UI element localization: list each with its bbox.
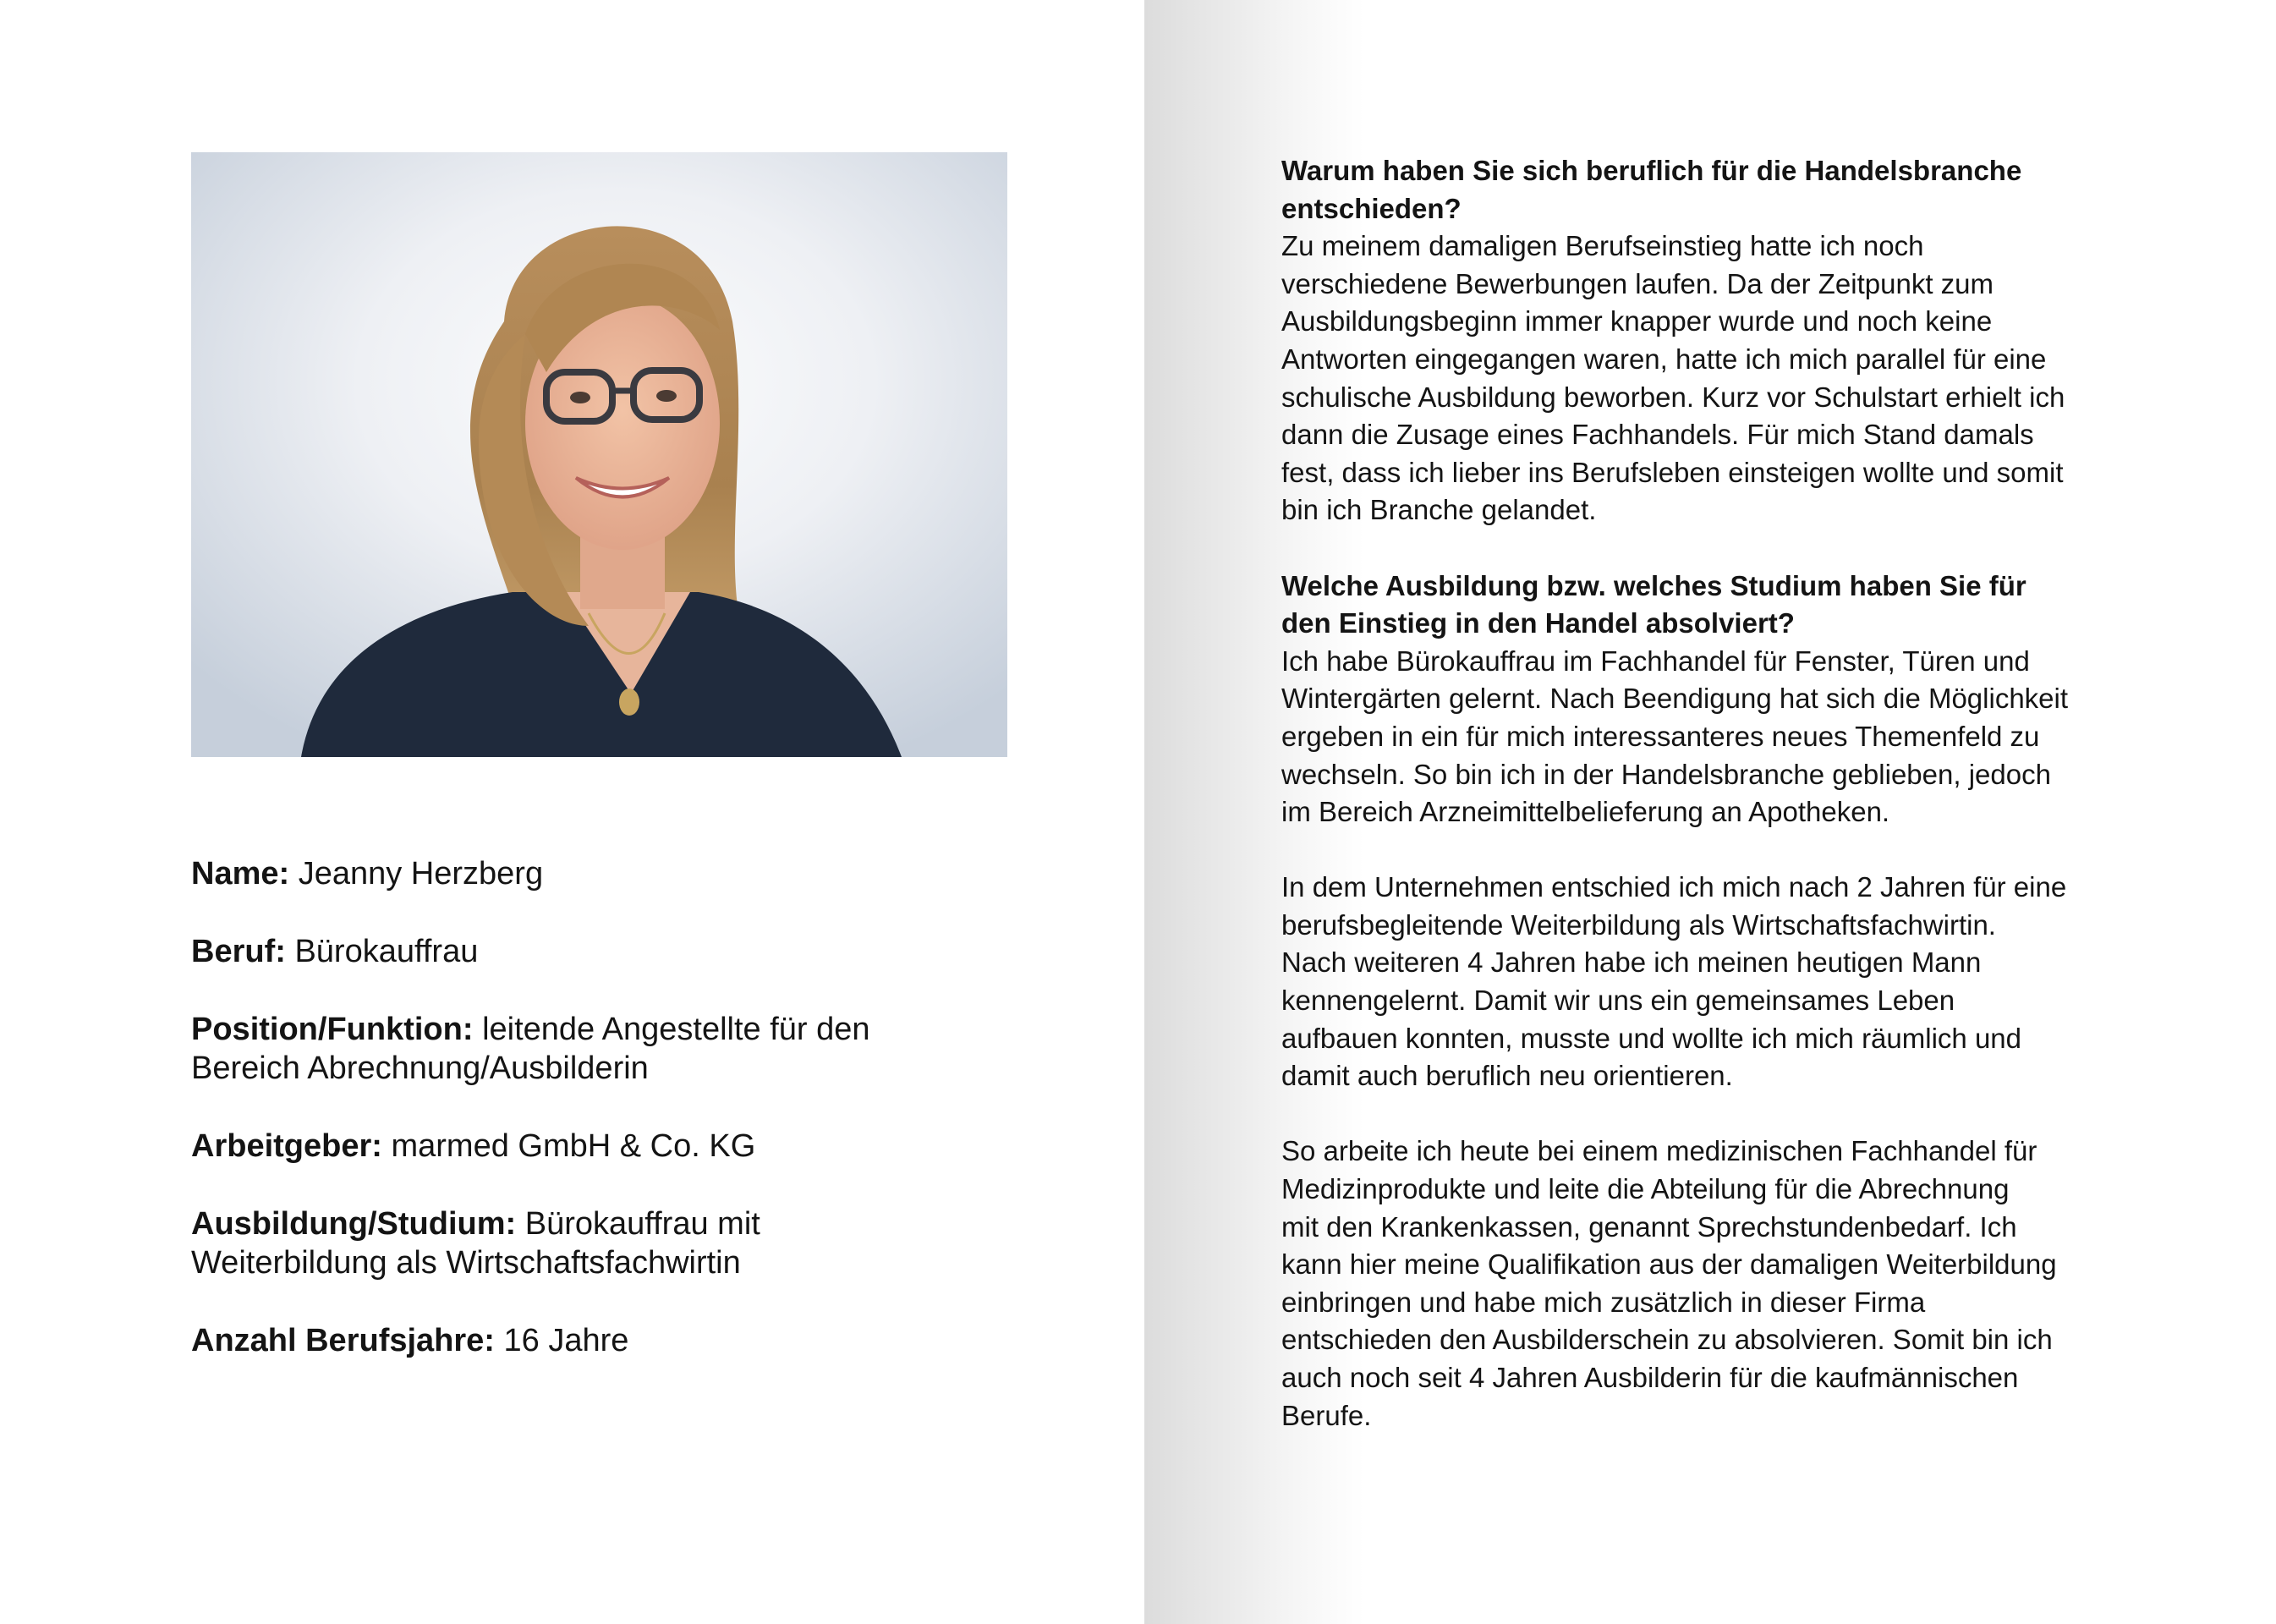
profile-facts	[191, 854, 1037, 1399]
answer-4-line: Medizinprodukte und leite die Abteilung für die Abrechnung	[1281, 1173, 2010, 1205]
paragraph-gap	[1281, 831, 2127, 870]
answer-4-line: So arbeite ich heute bei einem medizinischen Fachhandel für	[1281, 1135, 2037, 1167]
answer-4-line: entschieden den Ausbilderschein zu absolvieren. Somit bin ich	[1281, 1324, 2053, 1356]
fact-name	[191, 854, 1037, 893]
fact-name-value: Jeanny Herzberg	[298, 856, 544, 892]
question-2	[1281, 568, 2127, 643]
answer-1	[1281, 228, 2127, 529]
right-page	[1144, 0, 2276, 1624]
question-2-line2: den Einstieg in den Handel absolviert?	[1281, 607, 1795, 639]
fact-position	[191, 1010, 1037, 1088]
answer-3-line: aufbauen konnten, musste und wollte ich mich räumlich und	[1281, 1022, 2021, 1054]
fact-berufsjahre-label: Anzahl Berufsjahre:	[191, 1323, 495, 1358]
answer-1-line: fest, dass ich lieber ins Berufsleben einsteigen wollte und somit	[1281, 456, 2064, 488]
answer-4-line: einbringen und habe mich zusätzlich in dieser Firma	[1281, 1286, 1926, 1318]
answer-3-line: In dem Unternehmen entschied ich mich nach 2 Jahren für eine	[1281, 871, 2067, 903]
answer-2-line: im Bereich Arzneimittelbelieferung an Apotheken.	[1281, 796, 1890, 828]
answer-3-line: damit auch beruflich neu orientieren.	[1281, 1060, 1733, 1092]
fact-ausbildung-label: Ausbildung/Studium:	[191, 1206, 517, 1242]
answer-1-line: Antworten eingegangen waren, hatte ich mich parallel für eine	[1281, 343, 2047, 375]
answer-3	[1281, 869, 2127, 1095]
fact-position-label: Position/Funktion:	[191, 1012, 474, 1047]
fact-ausbildung-value-line2: Weiterbildung als Wirtschaftsfachwirtin	[191, 1245, 741, 1281]
answer-2-line: Ich habe Bürokauffrau im Fachhandel für Fenster, Türen und	[1281, 645, 2030, 677]
answer-4-line: auch noch seit 4 Jahren Ausbilderin für die kaufmännischen	[1281, 1362, 2019, 1393]
paragraph-gap	[1281, 1095, 2127, 1133]
answer-2-line: ergeben in ein für mich interessanteres neues Themenfeld zu	[1281, 720, 2040, 752]
answer-1-line: schulische Ausbildung beworben. Kurz vor Schulstart erhielt ich	[1281, 381, 2065, 413]
answer-1-line: Ausbildungsbeginn immer knapper wurde und noch keine	[1281, 305, 1993, 337]
fact-berufsjahre	[191, 1321, 1037, 1360]
answer-1-line: dann die Zusage eines Fachhandels. Für mich Stand damals	[1281, 419, 2034, 451]
fact-berufsjahre-value: 16 Jahre	[503, 1323, 629, 1358]
fact-position-value-line2: Bereich Abrechnung/Ausbilderin	[191, 1051, 649, 1086]
fact-beruf-value: Bürokauffrau	[294, 934, 479, 969]
answer-2-line: wechseln. So bin ich in der Handelsbranche geblieben, jedoch	[1281, 758, 2051, 790]
paragraph-gap	[1281, 529, 2127, 568]
answer-4-line: Berufe.	[1281, 1399, 1372, 1431]
fact-beruf-label: Beruf:	[191, 934, 286, 969]
fact-arbeitgeber-label: Arbeitgeber:	[191, 1128, 382, 1164]
portrait-photo	[191, 152, 1007, 757]
fact-arbeitgeber	[191, 1127, 1037, 1166]
answer-3-line: berufsbegleitende Weiterbildung als Wirtschaftsfachwirtin.	[1281, 908, 1996, 941]
question-1-line1: Warum haben Sie sich beruflich für die Handelsbranche	[1281, 155, 2022, 186]
answer-2	[1281, 643, 2127, 831]
answer-3-line: Nach weiteren 4 Jahren habe ich meinen heutigen Mann	[1281, 946, 1982, 979]
answer-2-line: Wintergärten gelernt. Nach Beendigung hat sich die Möglichkeit	[1281, 683, 2069, 715]
fact-ausbildung	[191, 1204, 1037, 1282]
fact-beruf	[191, 932, 1037, 971]
question-1	[1281, 152, 2127, 228]
answer-4	[1281, 1133, 2127, 1435]
answer-4-line: kann hier meine Qualifikation aus der damaligen Weiterbildung	[1281, 1248, 2057, 1281]
fact-name-label: Name:	[191, 856, 290, 892]
fact-position-value-line1: leitende Angestellte für den	[482, 1012, 870, 1047]
answer-1-line: bin ich Branche gelandet.	[1281, 494, 1597, 526]
question-1-line2: entschieden?	[1281, 192, 1462, 224]
fact-arbeitgeber-value: marmed GmbH & Co. KG	[391, 1128, 756, 1164]
answer-4-line: mit den Krankenkassen, genannt Sprechstundenbedarf. Ich	[1281, 1210, 2017, 1243]
question-2-line1: Welche Ausbildung bzw. welches Studium haben Sie für	[1281, 569, 2026, 601]
answer-1-line: Zu meinem damaligen Berufseinstieg hatte ich noch	[1281, 230, 1924, 262]
answer-1-line: verschiedene Bewerbungen laufen. Da der Zeitpunkt zum	[1281, 267, 1994, 299]
fact-ausbildung-value-line1: Bürokauffrau mit	[524, 1206, 760, 1242]
answer-3-line: kennengelernt. Damit wir uns ein gemeinsames Leben	[1281, 985, 1955, 1017]
interview-text	[1281, 152, 2127, 1435]
